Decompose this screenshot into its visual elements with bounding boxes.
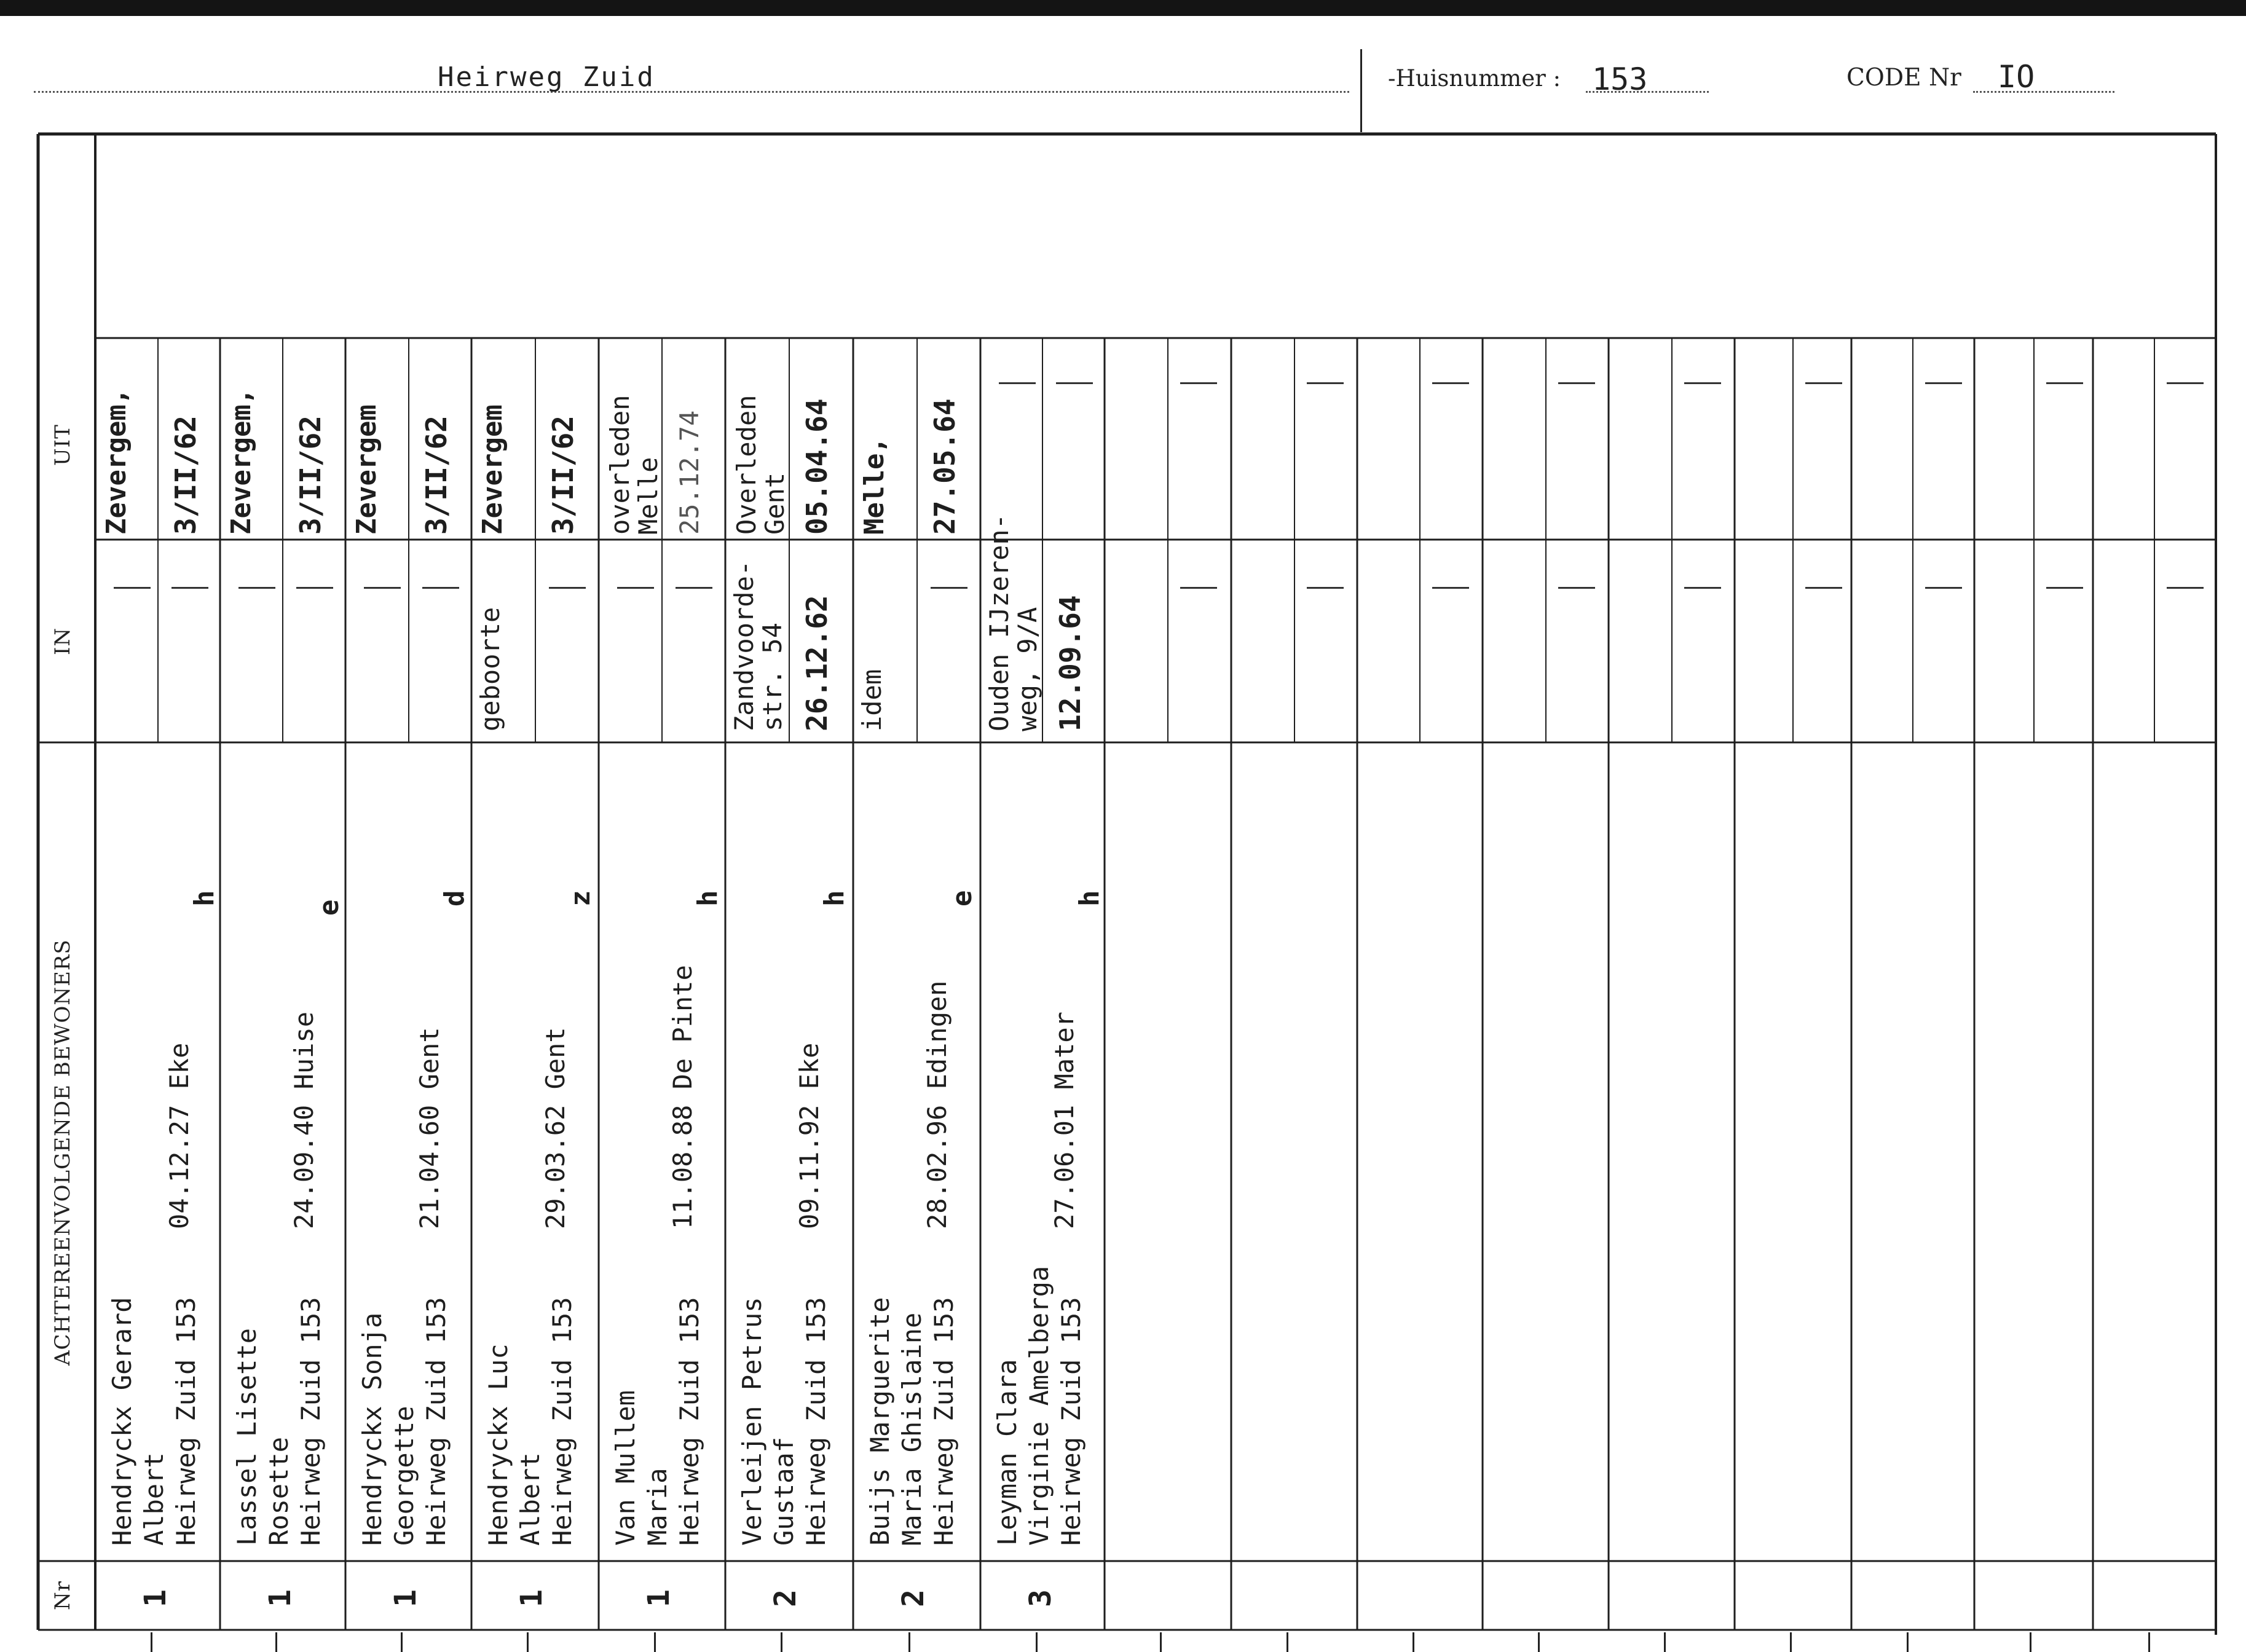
resident-name-line: Lassel Lisette [232, 1328, 262, 1546]
resident-in-place-line: Ouden IJzeren- [984, 513, 1014, 731]
empty-dash [1558, 382, 1595, 384]
empty-dash [422, 587, 459, 589]
resident-name-line: Leyman Clara [992, 1359, 1022, 1546]
resident-name-line: Verleijen Petrus [737, 1297, 767, 1546]
resident-code: e [947, 890, 978, 907]
resident-in-place-line: weg, 9/A [1012, 607, 1042, 731]
empty-dash [2167, 587, 2204, 589]
resident-in-place-line: geboorte [475, 607, 505, 731]
row-label-residents: ACHTEREENVOLGENDE BEWONERS [50, 939, 75, 1366]
empty-dash [549, 587, 586, 589]
resident-birth: 11.08.88 De Pinte [668, 965, 698, 1229]
resident-uit-date: 3/II/62 [168, 415, 202, 535]
resident-nr: 2 [768, 1589, 803, 1607]
empty-dash [1056, 382, 1093, 384]
resident-name-line: Albert [139, 1452, 169, 1546]
empty-dash [2046, 382, 2083, 384]
resident-name-line: Heirweg Zuid 153 [929, 1297, 959, 1546]
resident-birth: 28.02.96 Edingen [922, 980, 952, 1229]
empty-dash [1925, 587, 1962, 589]
resident-name [357, 1297, 452, 1546]
resident-uit-date: 05.04.64 [800, 398, 833, 535]
resident-in-place-line: Zandvoorde- [729, 560, 759, 731]
row-label-uit: UIT [50, 424, 75, 466]
resident-uit-place-line: Zevergem [351, 404, 382, 535]
empty-dash [2167, 382, 2204, 384]
resident-name [483, 1297, 578, 1546]
resident-name-line: Maria Ghislaine [897, 1312, 927, 1546]
empty-dash [931, 587, 967, 589]
resident-name-line: Rosette [264, 1436, 294, 1546]
row-label-in: IN [50, 627, 75, 655]
resident-uit-place [479, 404, 507, 535]
resident-name-line: Heirweg Zuid 153 [171, 1297, 201, 1546]
empty-dash [1432, 382, 1469, 384]
bottom-tick-mark [1160, 1632, 1162, 1652]
resident-name-line: Georgette [389, 1406, 419, 1546]
resident-in-place-line: str. 54 [757, 622, 787, 731]
empty-dash [1558, 587, 1595, 589]
empty-dash [171, 587, 208, 589]
empty-dash [1805, 382, 1842, 384]
resident-uit-date: 3/II/62 [294, 415, 327, 535]
resident-uit-place-line: Overleden [731, 395, 762, 535]
resident-in-place [858, 669, 886, 731]
empty-dash [1307, 587, 1344, 589]
resident-uit-place-line: Zevergem, [226, 388, 257, 535]
resident-uit-place [353, 404, 381, 535]
empty-dash [1805, 587, 1842, 589]
resident-uit-place-line: Zevergem, [101, 388, 132, 535]
bottom-tick-mark [1664, 1632, 1666, 1652]
bottom-tick-mark [1413, 1632, 1414, 1652]
resident-in-date: 12.09.64 [1054, 595, 1087, 731]
resident-uit-place-line: Melle, [859, 437, 890, 535]
bottom-tick-mark [654, 1632, 656, 1652]
bottom-tick-mark [527, 1632, 529, 1652]
bottom-tick-mark [2030, 1632, 2031, 1652]
resident-name-line: Buijs Marguerite [865, 1297, 895, 1546]
empty-dash [999, 382, 1036, 384]
resident-birth: 21.04.60 Gent [414, 1027, 444, 1229]
resident-uit-date: 27.05.64 [928, 398, 961, 535]
resident-code: h [189, 890, 220, 907]
resident-nr: 1 [388, 1589, 423, 1607]
resident-uit-place-line: Melle [633, 457, 663, 535]
resident-code: d [439, 890, 470, 907]
code-number-label: CODE Nr [1846, 64, 1961, 92]
resident-name-line: Hendryckx Luc [483, 1343, 513, 1546]
resident-nr: 1 [263, 1589, 297, 1607]
resident-nr: 1 [514, 1589, 549, 1607]
empty-dash [238, 587, 275, 589]
resident-in-date: 26.12.62 [800, 595, 833, 731]
resident-code: h [1074, 890, 1105, 907]
resident-name-line: Heirweg Zuid 153 [801, 1297, 831, 1546]
resident-birth: 27.06.01 Mater [1049, 1011, 1079, 1229]
resident-birth: 29.03.62 Gent [540, 1027, 570, 1229]
resident-uit-place [733, 395, 789, 535]
resident-name [231, 1297, 327, 1546]
bottom-tick-mark [1036, 1632, 1038, 1652]
resident-birth: 24.09.40 Huise [289, 1011, 319, 1229]
empty-dash [1307, 382, 1344, 384]
resident-nr: 2 [896, 1589, 931, 1607]
resident-uit-place-line: Gent [760, 472, 790, 535]
bottom-tick-mark [401, 1632, 403, 1652]
resident-nr: 1 [138, 1589, 173, 1607]
empty-dash [1180, 382, 1217, 384]
resident-name-line: Heirweg Zuid 153 [547, 1297, 577, 1546]
resident-name [106, 1297, 202, 1546]
resident-name-line: Albert [515, 1452, 545, 1546]
resident-name-line: Heirweg Zuid 153 [421, 1297, 451, 1546]
empty-dash [364, 587, 401, 589]
resident-uit-place [227, 388, 256, 535]
bottom-tick-mark [1790, 1632, 1792, 1652]
resident-uit-date: 25.12.74 [674, 410, 704, 535]
empty-dash [1684, 382, 1721, 384]
resident-name-line: Van Mullem [610, 1390, 640, 1546]
empty-dash [617, 587, 654, 589]
resident-name [864, 1297, 960, 1546]
resident-name-line: Hendryckx Sonja [357, 1312, 387, 1546]
row-label-nr: Nr [50, 1580, 75, 1610]
bottom-tick-mark [275, 1632, 277, 1652]
empty-dash [1684, 587, 1721, 589]
resident-in-place [985, 514, 1042, 731]
bottom-tick-mark [1287, 1632, 1288, 1652]
resident-code: e [313, 899, 345, 916]
resident-name [610, 1297, 706, 1546]
resident-in-place-line: idem [857, 669, 887, 731]
resident-code: h [819, 890, 850, 907]
resident-name-line: Heirweg Zuid 153 [674, 1297, 704, 1546]
resident-in-place [730, 560, 787, 731]
resident-uit-place [861, 437, 889, 535]
bottom-tick-mark [1538, 1632, 1540, 1652]
bottom-tick-mark [781, 1632, 782, 1652]
empty-dash [1925, 382, 1962, 384]
resident-nr: 1 [642, 1589, 676, 1607]
resident-uit-date: 3/II/62 [546, 415, 580, 535]
code-number-value: IO [1998, 59, 2035, 95]
resident-name-line: Virginie Amelberga [1024, 1265, 1054, 1546]
empty-dash [1432, 587, 1469, 589]
bottom-tick-mark [2148, 1632, 2150, 1652]
resident-nr: 3 [1023, 1589, 1058, 1607]
bottom-tick-mark [151, 1632, 152, 1652]
bottom-tick-mark [1907, 1632, 1909, 1652]
resident-name-line: Maria [642, 1468, 672, 1546]
empty-dash [114, 587, 151, 589]
resident-uit-place-line: overleden [605, 395, 635, 535]
house-number-value: 153 [1592, 61, 1648, 97]
resident-name [736, 1297, 832, 1546]
empty-dash [2046, 587, 2083, 589]
street-name: Heirweg Zuid [438, 61, 655, 93]
house-number-label: -Huisnummer : [1388, 65, 1561, 92]
resident-uit-place-line: Zevergem [477, 404, 508, 535]
resident-name [991, 1266, 1087, 1546]
resident-code: h [692, 890, 723, 907]
resident-uit-date: 3/II/62 [419, 415, 453, 535]
bottom-tick-mark [908, 1632, 910, 1652]
resident-name-line: Hendryckx Gerard [107, 1297, 137, 1546]
empty-dash [296, 587, 333, 589]
resident-name-line: Heirweg Zuid 153 [1056, 1297, 1086, 1546]
resident-uit-place [606, 395, 663, 535]
resident-birth: 09.11.92 Eke [794, 1042, 824, 1229]
resident-name-line: Heirweg Zuid 153 [296, 1297, 326, 1546]
resident-in-place [476, 607, 505, 731]
resident-uit-place [103, 388, 131, 535]
resident-birth: 04.12.27 Eke [164, 1042, 194, 1229]
empty-dash [1180, 587, 1217, 589]
resident-code: z [565, 890, 596, 907]
resident-name-line: Gustaaf [769, 1436, 799, 1546]
empty-dash [676, 587, 712, 589]
